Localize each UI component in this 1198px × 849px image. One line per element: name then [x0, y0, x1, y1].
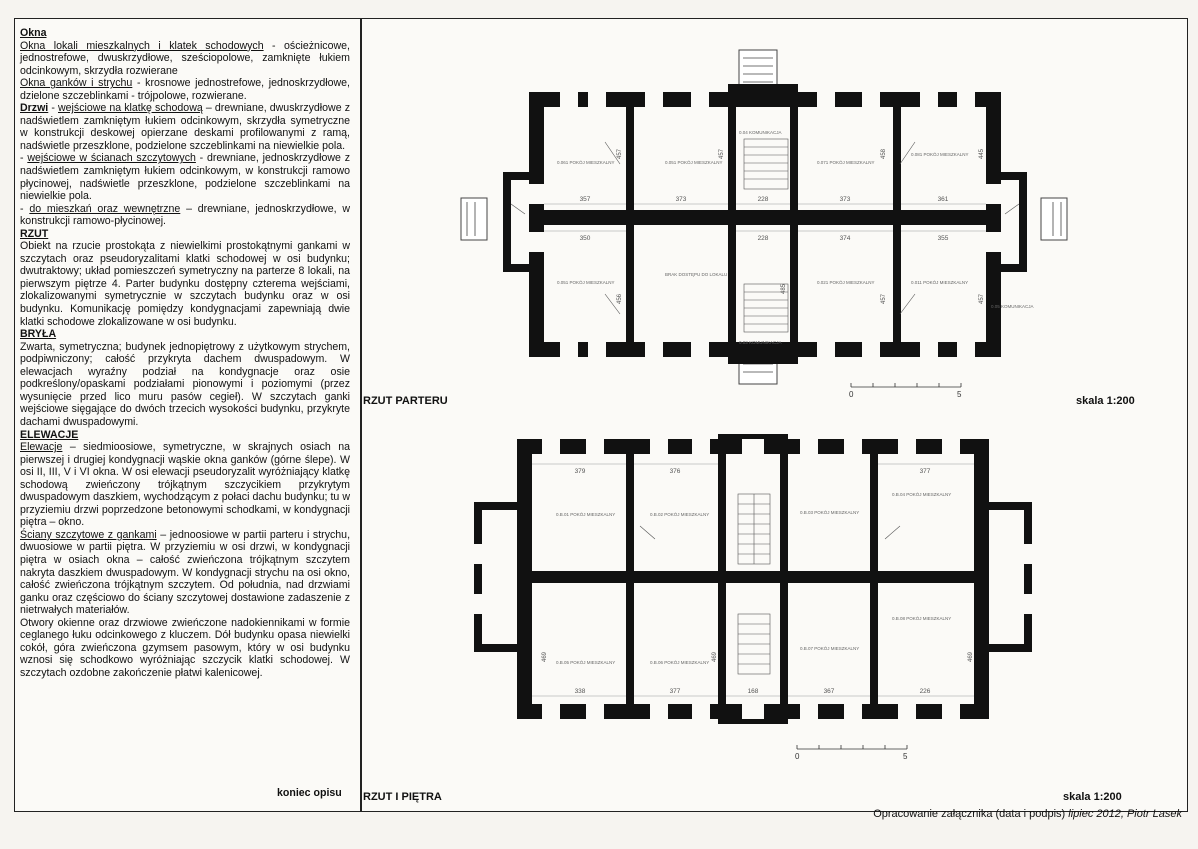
- ground-height-2: 457: [719, 148, 725, 159]
- heading-drzwi: Drzwi: [20, 102, 49, 115]
- ground-dim-top-5: 361: [937, 196, 949, 203]
- drzwi-separator: -: [48, 102, 58, 115]
- ground-room-label-2: 0.051 POKÓJ MIESZKALNY: [665, 160, 723, 165]
- ground-dim-bottom-2: 228: [757, 235, 769, 242]
- upper-dim-bottom-3: 168: [747, 688, 759, 695]
- upper-dim-top-2: 376: [669, 468, 681, 475]
- ground-room-label-7: BRAK DOSTĘPU DO LOKALU: [665, 272, 728, 277]
- upper-room-label-1: 0.B.01 POKÓJ MIESZKALNY: [556, 512, 616, 517]
- bryla-text: Zwarta, symetryczna; budynek jednopiętrowy z użytkowym strychem, podpiwniczony; całość przykryta dachem dwuspadowym. W elewacjach wyraźny podział na kondygnacje oraz osie podkreślony/opaskami podziałami pionowymi i poziomymi (przez wysunięcie przed lico muru pasów cegieł). W szczytach ganki wejściowe sięgające do dwóch trzecich wysokości budynku, przykryte dachami dwuspadowymi.: [20, 340, 350, 428]
- ground-scale-bar: [845, 379, 985, 409]
- drzwi-klatka-label: wejściowe na klatkę schodową: [58, 102, 203, 115]
- heading-bryla: BRYŁA: [20, 328, 57, 341]
- upper-scale-five: 5: [903, 752, 908, 761]
- upper-height-2: 469: [712, 651, 718, 662]
- sciany-text: – jednoosiowe w partii parteru i strychu, dwuosiowe w partii piętra. W przyziemiu w osi drzwi, w kondygnacji piętra w osiach okna – całość zwieńczona trójkątnym szczytem nakryta daszkiem dwuspadowym. W kondygnacji strychu na osi okno, całość zwieńczona trójkątnym szczytem. Od południa, nad drzwiami ganku oraz częściowo do ściany szczytowej dostawione zadaszenie z nietrwałych materiałów.: [20, 528, 351, 617]
- upper-dim-bottom-1: 338: [574, 688, 586, 695]
- ground-height-8: 485: [781, 283, 787, 294]
- rzut-text: Obiekt na rzucie prostokąta z niewielkimi prostokątnymi gankami w szczytach oraz pseudoryzalitami klatki schodowej w osi budynku; dwutraktowy; układ pomieszczeń symetryczny na parterze 8 lokali, na pierwszym piętrze 4. Parter budynku dostępny czterema wejściami, zlokalizowanymi symetrycznie w szczytach budynku oraz w osi budynku. Komunikację pomiędzy kondygnacjami zapewniają dwie klatki schodowe zlokalizowane w osi budynku.: [20, 240, 350, 328]
- drzwi-mieszkan-prefix: -: [20, 202, 30, 215]
- upper-room-label-6: 0.B.06 POKÓJ MIESZKALNY: [650, 660, 710, 665]
- upper-scale-bar: [791, 741, 931, 771]
- ground-height-3: 458: [881, 148, 887, 159]
- okna-gankow-label: Okna ganków i strychu: [20, 77, 133, 90]
- okna-lokali-text: - ościeżnicowe, jednostrefowe, dwuskrzydłowe, sześciopolowe, zamknięte łukiem odcinkowym, skrzydła rozwierane: [20, 39, 350, 77]
- upper-room-label-8: 0.B.08 POKÓJ MIESZKALNY: [892, 616, 952, 621]
- ground-dim-bottom-1: 350: [579, 235, 591, 242]
- upper-height-3: 469: [968, 651, 974, 662]
- upper-room-label-3: 0.B.03 POKÓJ MIESZKALNY: [800, 510, 860, 515]
- ground-room-label-11: 0.05 KOMUNIKACJA: [991, 304, 1034, 309]
- drzwi-szczyt-label: wejściowe w ścianach szczytowych: [27, 152, 196, 165]
- upper-floor-plan: [460, 434, 1070, 734]
- ground-plan-scale: skala 1:200: [1076, 395, 1135, 407]
- upper-room-label-5: 0.B.05 POKÓJ MIESZKALNY: [556, 660, 616, 665]
- ground-height-5: 456: [617, 293, 623, 304]
- drzwi-szczyt-text: - drewniane, jednoskrzydłowe z nadświetlem zamkniętym łukiem odcinkowym, w konstrukcji ramowo płycinowej, nadświetle przeszklone, podzielone szczeblinkami na niewielkie pola.: [20, 152, 350, 203]
- upper-dim-top-3: 377: [919, 468, 931, 475]
- upper-room-label-4: 0.B.04 POKÓJ MIESZKALNY: [892, 492, 952, 497]
- ground-room-label-10: 0.03 KOMUNIKACJA: [739, 340, 782, 345]
- upper-height-1: 469: [542, 651, 548, 662]
- description-column: [20, 27, 350, 679]
- elewacje-text: – siedmioosiowe, symetryczne, w skrajnych osiach na pierwszej i drugiej kondygnacji wąskie okna ganków (górne ślepe). W osi II, III, V i VI okna. W osi elewacji pseudoryzalit wyróżniający klatkę schodową zwieńczony trójkątnym szczycikiem przykrytym dwuspadowym daszkiem, wychodzącym z połaci dachu budynku; tu w przyziemiu drzwi poprzedzone betonowymi schodkami, w kondygnacji piętra – okno.: [20, 441, 350, 529]
- upper-room-label-7: 0.B.07 POKÓJ MIESZKALNY: [800, 646, 860, 651]
- elewacje-label: Elewacje: [20, 441, 63, 454]
- okna-lokali-label: Okna lokali mieszkalnych i klatek schodowych: [20, 39, 264, 52]
- okna-gankow-text: - krosnowe jednostrefowe, jednoskrzydłowe, dzielone szczeblinkami - trójpolowe, rozwierane.: [20, 77, 350, 102]
- ground-room-label-8: 0.021 POKÓJ MIESZKALNY: [817, 280, 875, 285]
- ground-dim-top-4: 373: [839, 196, 851, 203]
- ground-scale-five: 5: [957, 390, 962, 399]
- document-sheet: [14, 18, 1188, 812]
- ground-room-label-9: 0.011 POKÓJ MIESZKALNY: [911, 280, 969, 285]
- ground-scale-zero: 0: [849, 390, 854, 399]
- drzwi-szczyt-prefix: -: [20, 152, 28, 165]
- footer-label: Opracowanie załącznika (data i podpis): [873, 808, 1066, 820]
- footer-credit: [873, 808, 1182, 820]
- upper-dim-top-1: 379: [574, 468, 586, 475]
- ground-dim-top-1: 357: [579, 196, 591, 203]
- ground-plan-title: RZUT PARTERU: [363, 395, 448, 407]
- upper-scale-zero: 0: [795, 752, 800, 761]
- drzwi-mieszkan-text: – drewniane, jednoskrzydłowe, w konstrukcji ramowo-płycinowej.: [20, 202, 351, 228]
- upper-dim-bottom-2: 377: [669, 688, 681, 695]
- ground-room-label-6: 0.051 POKÓJ MIESZKALNY: [557, 280, 615, 285]
- upper-plan-title: RZUT I PIĘTRA: [363, 791, 442, 803]
- upper-dim-bottom-4: 367: [823, 688, 835, 695]
- otwory-text: Otwory okienne oraz drzwiowe zwieńczone nadokiennikami w formie ceglanego łuku odcinkowego z kluczem. Dół budynku opasa niewielki cokół, góra zwieńczona gzymsem pasowym, który w osi budynku wznosi się schodkowo wyróżniając szczycik klatki schodowej. W szczytach ozdobne zakończenie płatwi kalenicowej.: [20, 616, 350, 679]
- upper-dim-bottom-5: 226: [919, 688, 931, 695]
- drzwi-klatka-text: – drewniane, dwuskrzydłowe z nadświetlem zamkniętym łukiem odcinkowym, skrzydła symetryczne w konstrukcji deskowej opierzane deskami profilowanymi z ramą, nadświetle przeszklone, podzielone szczeblinkami na niewielkie pola.: [20, 102, 350, 152]
- heading-elewacje: ELEWACJE: [20, 428, 79, 441]
- drzwi-mieszkan-label: do mieszkań oraz wewnętrzne: [29, 202, 181, 215]
- ground-room-label-4: 0.071 POKÓJ MIESZKALNY: [817, 160, 875, 165]
- end-of-description: koniec opisu: [277, 787, 342, 799]
- ground-dim-bottom-3: 374: [839, 235, 851, 242]
- ground-dim-top-2: 373: [675, 196, 687, 203]
- upper-plan-scale: skala 1:200: [1063, 791, 1122, 803]
- sciany-label: Ściany szczytowe z gankami: [20, 528, 157, 541]
- ground-height-1: 457: [617, 148, 623, 159]
- ground-height-7: 457: [979, 293, 985, 304]
- heading-rzut: RZUT: [20, 227, 49, 240]
- column-divider: [360, 19, 362, 811]
- ground-height-6: 457: [881, 293, 887, 304]
- ground-dim-top-3: 228: [757, 196, 769, 203]
- ground-room-label-3: 0.04 KOMUNIKACJA: [739, 130, 782, 135]
- footer-value: lipiec 2012, Piotr Lasek: [1068, 808, 1182, 820]
- heading-okna: Okna: [20, 27, 47, 39]
- upper-room-label-2: 0.B.02 POKÓJ MIESZKALNY: [650, 512, 710, 517]
- ground-room-label-1: 0.061 POKÓJ MIESZKALNY: [557, 160, 615, 165]
- ground-dim-bottom-4: 355: [937, 235, 949, 242]
- ground-height-4: 445: [979, 148, 985, 159]
- ground-room-label-5: 0.081 POKÓJ MIESZKALNY: [911, 152, 969, 157]
- ground-floor-plan: [445, 44, 1105, 389]
